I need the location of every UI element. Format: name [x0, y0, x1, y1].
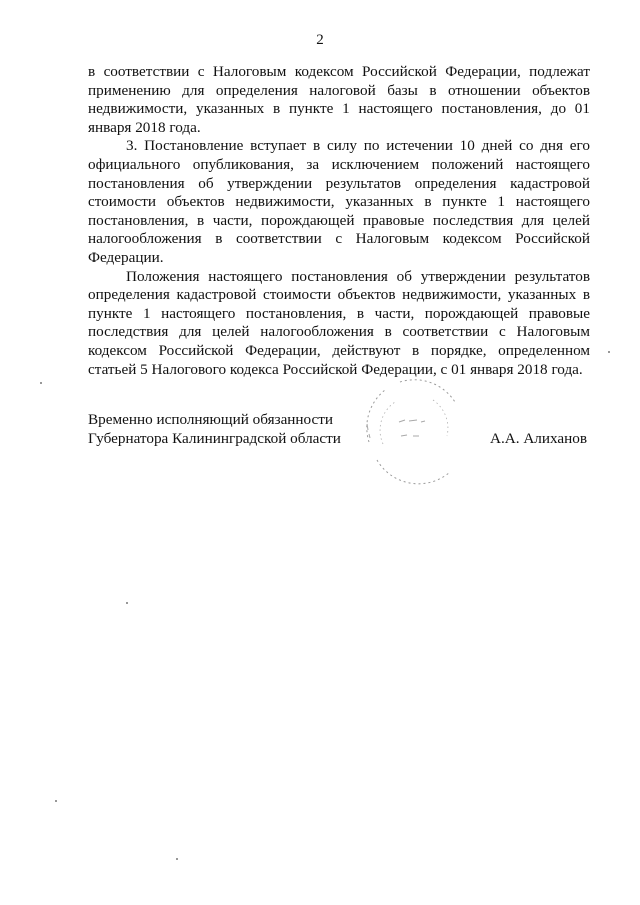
signatory-position	[88, 411, 341, 448]
paragraph-continuation: в соответствии с Налоговым кодексом Российской Федерации, подлежат применению для определения налоговой базы в отношении объектов недвижимости, указанных в пункте 1 настоящего постановления, до 01 января 2018 года.	[88, 63, 590, 136]
signatory-position-line-2: Губернатора Калининградской области	[88, 429, 341, 447]
paragraph-clause-3: 3. Постановление вступает в силу по истечении 10 дней со дня его официального опубликования, за исключением положений настоящего постановления об утверждении результатов определения кадастровой стоимости объектов недвижимости, указанных в пункте 1 настоящего постановления, в части, порождающей правовые последствия для целей налогообложения в соответствии с Налоговым кодексом Российской Федерации.	[88, 137, 590, 266]
seal-faint-marks	[367, 420, 425, 438]
page-number: 2	[316, 32, 324, 48]
official-seal-stamp	[355, 372, 475, 487]
scan-speck	[55, 800, 57, 802]
scan-speck	[176, 858, 178, 860]
signatory-position-line-1: Временно исполняющий обязанности	[88, 411, 334, 428]
scan-speck	[126, 602, 128, 604]
signer-name: А.А. Алиханов	[490, 430, 588, 447]
paragraph-effective-provisions: Положения настоящего постановления об утверждении результатов определения кадастровой стоимости объектов недвижимости, указанных в пункте 1 настоящего постановления, в части, порождающей правовые последствия для целей налогообложения в соответствии с Налоговым кодексом Российской Федерации, действуют в порядке, определенном статьей 5 Налогового кодекса Российской Федерации, с 01 января 2018 года.	[88, 267, 590, 378]
scan-speck	[40, 382, 42, 384]
seal-inner-ring	[380, 400, 448, 444]
seal-outer-ring	[367, 380, 455, 484]
scan-speck	[608, 351, 610, 353]
document-body	[88, 63, 590, 379]
